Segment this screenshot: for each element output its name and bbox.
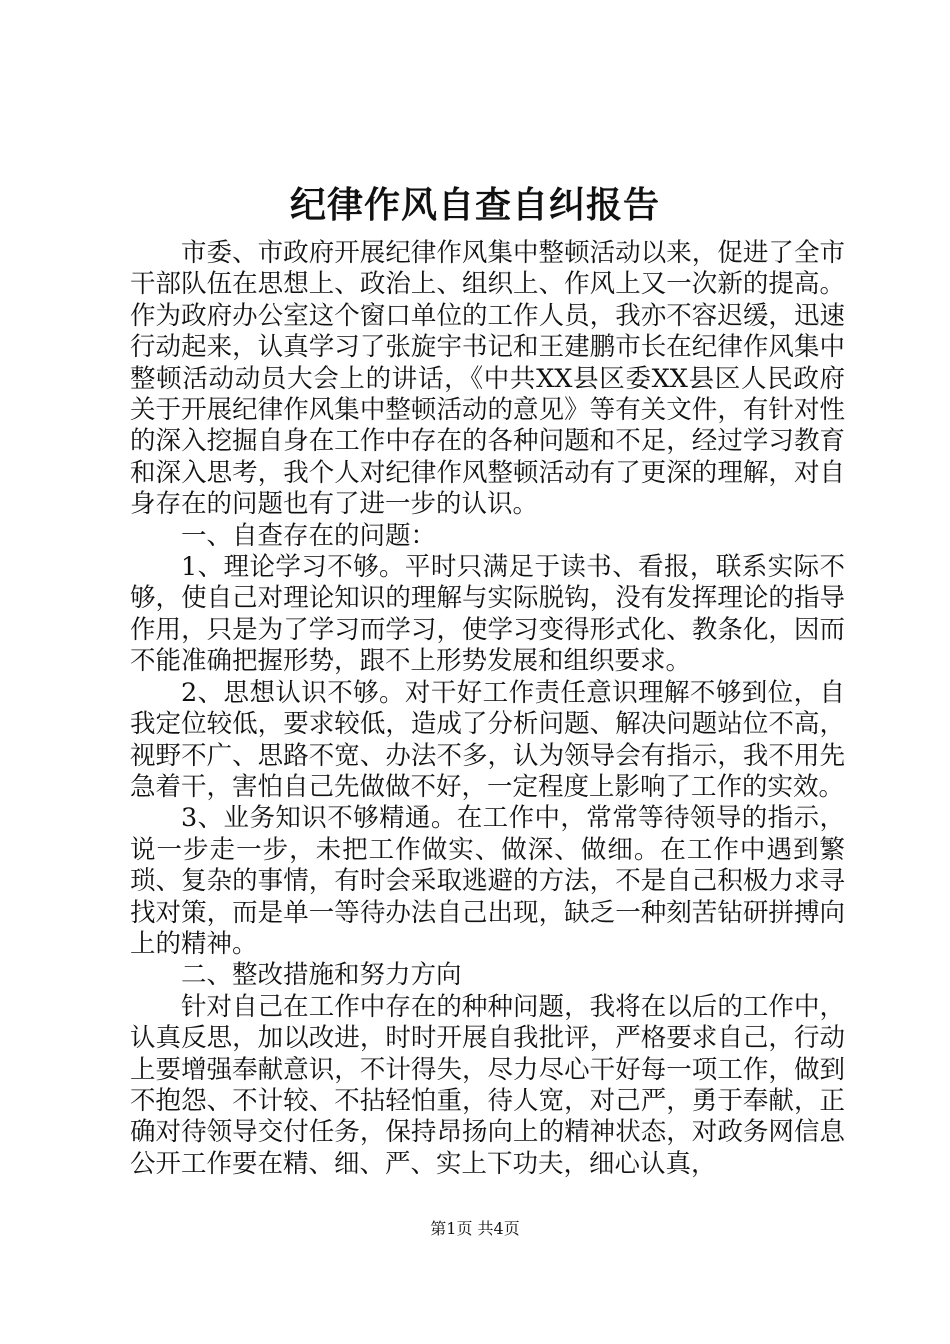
page-footer: 第1页 共4页 (430, 1219, 520, 1238)
problem-item-2: 2、思想认识不够。对干好工作责任意识理解不够到位，自我定位较低，要求较低，造成了分析问题、解决问题站位不高，视野不广、思路不宽、办法不多，认为领导会有指示，我不用先急着干，害怕自己先做做不好，一定程度上影响了工作的实效。 (130, 677, 845, 802)
problem-item-1: 1、理论学习不够。平时只满足于读书、看报，联系实际不够，使自己对理论知识的理解与实际脱钩，没有发挥理论的指导作用，只是为了学习而学习，使学习变得形式化、教条化，因而不能准确把握形势，跟不上形势发展和组织要求。 (130, 552, 845, 677)
document-body (130, 238, 845, 1180)
document-title: 纪律作风自查自纠报告 (289, 185, 660, 226)
problem-item-3: 3、业务知识不够精通。在工作中，常常等待领导的指示，说一步走一步，未把工作做实、做深、做细。在工作中遇到繁琐、复杂的事情，有时会采取逃避的方法，不是自己积极力求寻找对策，而是单一等待办法自己出现，缺乏一种刻苦钻研拼搏向上的精神。 (130, 803, 845, 959)
intro-paragraph: 市委、市政府开展纪律作风集中整顿活动以来，促进了全市干部队伍在思想上、政治上、组织上、作风上又一次新的提高。作为政府办公室这个窗口单位的工作人员，我亦不容迟缓，迅速行动起来，认真学习了张旋宇书记和王建鹏市长在纪律作风集中整顿活动动员大会上的讲话，《中共XX县区委XX县区人民政府关于开展纪律作风集中整顿活动的意见》等有关文件，有针对性的深入挖掘自身在工作中存在的各种问题和不足，经过学习教育和深入思考，我个人对纪律作风整顿活动有了更深的理解，对自身存在的问题也有了进一步的认识。 (130, 238, 845, 520)
section-heading-measures: 二、整改措施和努力方向 (181, 960, 462, 991)
section-heading-problems: 一、自查存在的问题： (181, 520, 437, 551)
measures-paragraph: 针对自己在工作中存在的种种问题，我将在以后的工作中，认真反思，加以改进，时时开展自我批评，严格要求自己，行动上要增强奉献意识，不计得失，尽力尽心干好每一项工作，做到不抱怨、不计较、不拈轻怕重，待人宽，对己严，勇于奉献，正确对待领导交付任务，保持昂扬向上的精神状态，对政务网信息公开工作要在精、细、严、实上下功夫，细心认真， (130, 991, 845, 1179)
